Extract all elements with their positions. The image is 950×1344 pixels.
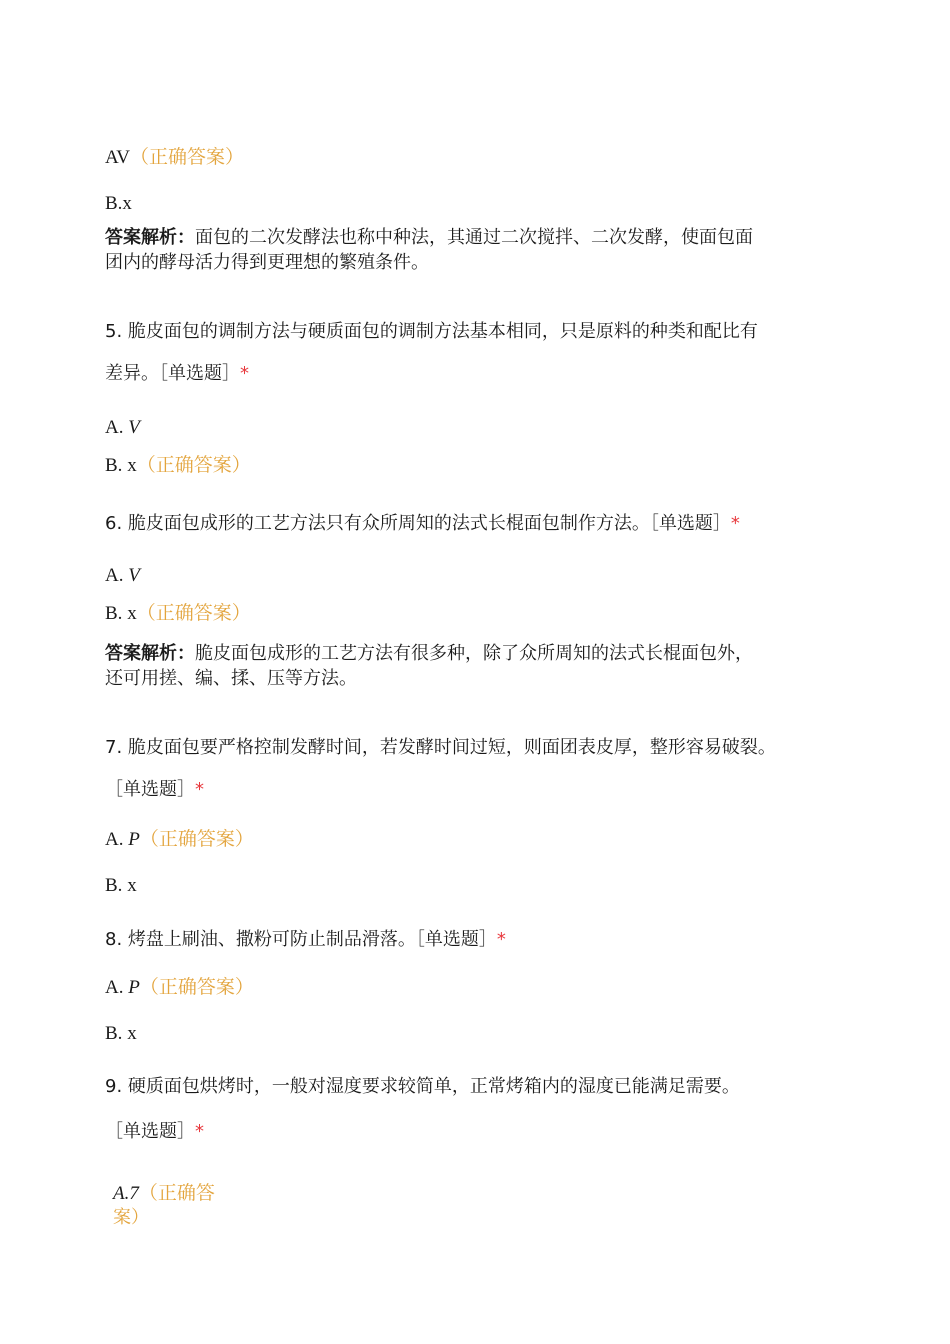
option-label: V [128,565,140,586]
q4-option-a[interactable] [105,146,244,170]
analysis-title: 答案解析： [105,643,195,664]
option-label: x [127,875,137,896]
q4-option-b[interactable] [105,192,132,216]
option-label: x [127,603,137,624]
option-label: AV [105,147,130,168]
analysis-line-1: 脆皮面包成形的工艺方法有很多种，除了众所周知的法式长棍面包外， [195,643,753,664]
option-label: x [127,1023,137,1044]
q5-title-line-1: 5. 脆皮面包的调制方法与硬质面包的调制方法基本相同，只是原料的种类和配比有 [105,321,758,342]
q9-title-line-1: 9. 硬质面包烘烤时，一般对湿度要求较简单，正常烤箱内的湿度已能满足需要。 [105,1076,740,1097]
q5-option-b[interactable] [105,454,251,478]
option-prefix: A. [105,977,124,998]
analysis-title: 答案解析： [105,227,195,248]
option-prefix: B. [105,1023,123,1044]
q6-analysis-line-2: 还可用搓、编、揉、压等方法。 [105,668,357,689]
q9-title-line-2: ［单选题］* [105,1121,204,1142]
required-mark: * [195,1121,204,1142]
q7-title-line-2: ［单选题］* [105,779,204,800]
q9-option-a-mark-line-2: 案） [113,1207,149,1228]
q4-analysis-line-2: 团内的酵母活力得到更理想的繁殖条件。 [105,252,429,273]
q4-analysis [105,226,753,250]
required-mark: * [496,929,506,950]
q8-title: 8. 烤盘上刷油、撒粉可防止制品滑落。［单选题］* [105,929,506,950]
q7-title-line-1: 7. 脆皮面包要严格控制发酵时间，若发酵时间过短，则面团表皮厚，整形容易破裂。 [105,737,776,758]
required-mark: * [195,779,204,800]
q5-option-a[interactable] [105,416,140,440]
q7-option-a[interactable] [105,828,254,852]
correct-answer-mark: （正确答案） [136,455,251,476]
q9-option-a[interactable] [113,1182,215,1206]
option-prefix: B. [105,603,123,624]
option-prefix: A. [105,565,124,586]
q6-analysis [105,642,753,666]
q6-option-b[interactable] [105,602,251,626]
option-label: x [127,455,137,476]
option-prefix: B. [105,875,123,896]
correct-answer-mark: （正确答 [138,1183,215,1204]
required-mark: * [240,363,249,384]
option-prefix: A. [105,829,124,850]
option-label: B.x [105,193,132,214]
q8-option-b[interactable] [105,1022,137,1046]
q6-option-a[interactable] [105,564,140,588]
correct-answer-mark: （正确答案） [139,829,254,850]
option-prefix: A. [105,417,124,438]
correct-answer-mark: （正确答案） [139,977,254,998]
correct-answer-mark: （正确答案） [136,603,251,624]
option-label: A.7 [113,1183,139,1204]
analysis-line-1: 面包的二次发酵法也称中种法，其通过二次搅拌、二次发酵，使面包面 [195,227,753,248]
option-prefix: B. [105,455,123,476]
q8-option-a[interactable] [105,976,254,1000]
q5-title-line-2: 差异。［单选题］* [105,363,249,384]
q6-title: 6. 脆皮面包成形的工艺方法只有众所周知的法式长棍面包制作方法。［单选题］* [105,513,740,534]
q7-option-b[interactable] [105,874,137,898]
required-mark: * [730,513,740,534]
option-label: V [128,417,140,438]
correct-answer-mark: （正确答案） [130,147,245,168]
option-label: P [128,829,140,850]
option-label: P [128,977,140,998]
